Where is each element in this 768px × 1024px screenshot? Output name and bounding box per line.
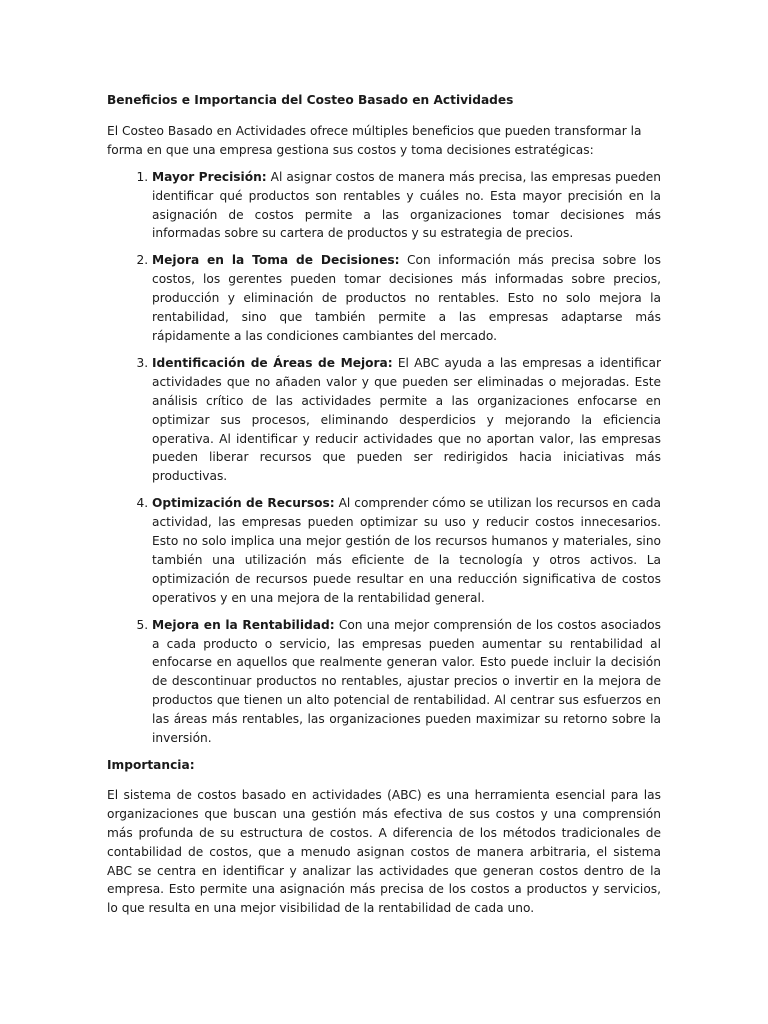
- benefits-list: [107, 168, 661, 748]
- list-item: [152, 168, 661, 244]
- importance-heading: Importancia:: [107, 758, 195, 772]
- importance-paragraph: El sistema de costos basado en actividades (ABC) es una herramienta esencial para las organizaciones que buscan una gestión más efectiva de sus costos y una comprensión más profunda de su estructura de costos. A diferencia de los métodos tradicionales de contabilidad de costos, que a menudo asignan costos de manera arbitraria, el sistema ABC se centra en identificar y analizar las actividades que generan costos dentro de la empresa. Esto permite una asignación más precisa de los costos a productos y servicios, lo que resulta en una mejor visibilidad de la rentabilidad de cada uno.: [107, 787, 661, 916]
- list-item-lead: Optimización de Recursos:: [152, 496, 335, 511]
- list-item-lead: Mejora en la Toma de Decisiones:: [152, 253, 400, 268]
- list-item-text: Con información más precisa sobre los costos, los gerentes pueden tomar decisiones más informadas sobre precios, producción y eliminación de productos no rentables. Esto no solo mejora la rentabilidad, sino que también permite a las empresas adaptarse más rápidamente a las condiciones cambiantes del mercado.: [152, 253, 661, 343]
- list-item: [152, 494, 661, 607]
- intro-paragraph: El Costeo Basado en Actividades ofrece múltiples beneficios que pueden transformar la forma en que una empresa gestiona sus costos y toma decisiones estratégicas:: [107, 123, 642, 157]
- list-item-text: Al asignar costos de manera más precisa, las empresas pueden identificar qué productos son rentables y cuáles no. Esta mayor precisión en la asignación de costos permite a las organizaciones tomar decisiones más informadas sobre su cartera de productos y su estrategia de precios.: [152, 169, 662, 241]
- document-title: Beneficios e Importancia del Costeo Basado en Actividades: [107, 93, 514, 107]
- list-item-text: Al comprender cómo se utilizan los recursos en cada actividad, las empresas pueden optimizar su uso y reducir costos innecesarios. Esto no solo implica una mejor gestión de los recursos humanos y materiales, sino también una utilización más eficiente de la tecnología y otros activos. La optimización de recursos puede resultar en una reducción significativa de costos operativos y en una mejora de la rentabilidad general.: [152, 496, 661, 605]
- list-item: [152, 354, 661, 486]
- list-item: [152, 251, 661, 346]
- list-item-text: Con una mejor comprensión de los costos asociados a cada producto o servicio, las empresas pueden aumentar su rentabilidad al enfocarse en aquellos que realmente generan valor. Esto puede incluir la decisión de descontinuar productos no rentables, ajustar precios o invertir en la mejora de productos que tienen un alto potencial de rentabilidad. Al centrar sus esfuerzos en las áreas más rentables, las organizaciones pueden maximizar su retorno sobre la inversión.: [152, 617, 661, 746]
- list-item-text: El ABC ayuda a las empresas a identificar actividades que no añaden valor y que pueden ser eliminadas o mejoradas. Este análisis crítico de las actividades permite a las organizaciones enfocarse en optimizar sus procesos, eliminando desperdicios y mejorando la eficiencia operativa. Al identificar y reducir actividades que no aportan valor, las empresas pueden liberar recursos que pueden ser redirigidos hacia iniciativas más productivas.: [152, 355, 661, 484]
- list-item-lead: Identificación de Áreas de Mejora:: [152, 355, 393, 370]
- list-item-lead: Mayor Precisión:: [152, 169, 267, 184]
- list-item-lead: Mejora en la Rentabilidad:: [152, 617, 335, 632]
- document-page: [107, 91, 661, 926]
- list-item: [152, 616, 661, 748]
